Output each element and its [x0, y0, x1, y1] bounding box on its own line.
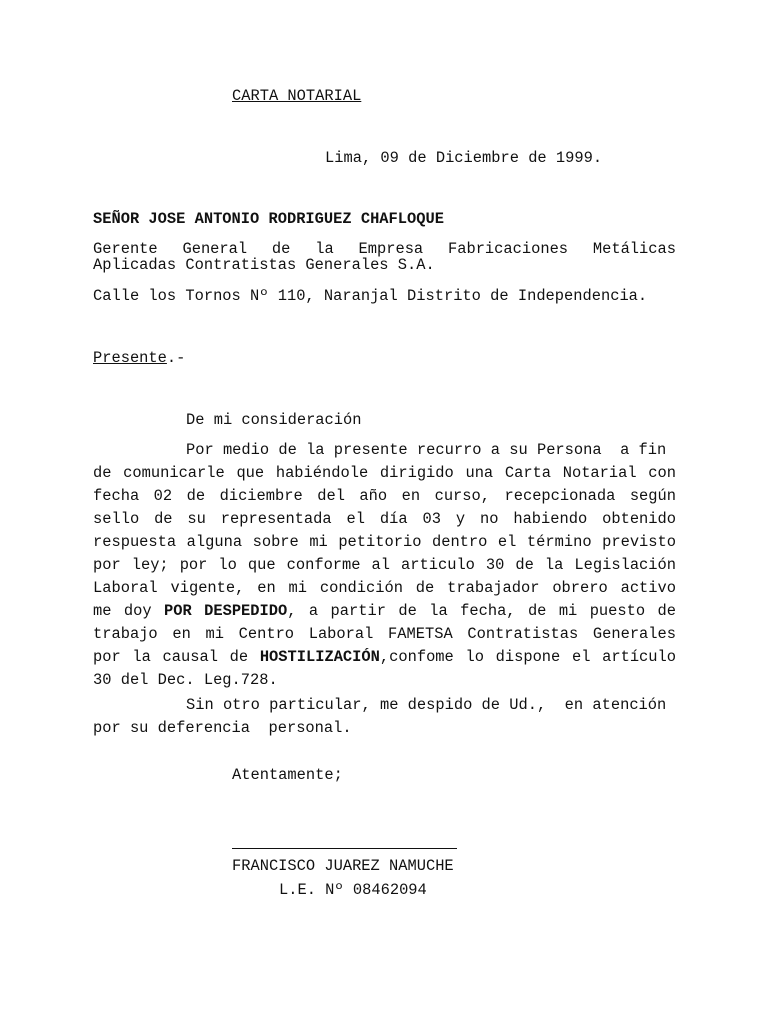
body-line-7: Laboral vigente, en mi condición de trabajador obrero activo: [93, 579, 676, 597]
body-line-5: respuesta alguna sobre mi petitorio dentro el término previsto: [93, 533, 676, 551]
body-line-8-end: , a partir de la fecha, de mi puesto de: [287, 602, 676, 620]
body-line-3: fecha 02 de diciembre del año en curso, recepcionada según: [93, 487, 676, 505]
body-line-12: Sin otro particular, me despido de Ud., en atención: [186, 696, 667, 714]
por-despedido-text: POR DESPEDIDO: [164, 602, 288, 620]
recipient-name: SEÑOR JOSE ANTONIO RODRIGUEZ CHAFLOQUE: [93, 210, 444, 228]
body-line-10-start: por la causal de: [93, 648, 260, 666]
body-line-4: sello de su representada el día 03 y no habiendo obtenido: [93, 510, 676, 528]
date-line: Lima, 09 de Diciembre de 1999.: [325, 149, 603, 167]
body-line-11: 30 del Dec. Leg.728.: [93, 671, 278, 689]
body-line-8-start: me doy: [93, 602, 164, 620]
hostilizacion-text: HOSTILIZACIÓN: [259, 648, 380, 666]
body-line-10-end: ,confome lo dispone el artículo: [379, 648, 676, 666]
signature-line: [232, 848, 457, 849]
body-line-2: de comunicarle que habiéndole dirigido una Carta Notarial con: [93, 464, 676, 482]
body-line-8: [93, 602, 676, 621]
closing: Atentamente;: [232, 766, 343, 784]
presente-suffix: .-: [166, 349, 186, 367]
document-title: CARTA NOTARIAL: [232, 87, 362, 105]
recipient-position-line1: Gerente General de la Empresa Fabricaciones Metálicas: [93, 240, 676, 258]
body-line-9: trabajo en mi Centro Laboral FAMETSA Contratistas Generales: [93, 625, 676, 643]
presente-word: Presente: [93, 349, 167, 367]
salutation: De mi consideración: [186, 411, 362, 429]
signature-id: L.E. Nº 08462094: [279, 881, 427, 899]
body-line-13: por su deferencia personal.: [93, 719, 352, 737]
body-line-6: por ley; por lo que conforme al articulo 30 de la Legislación: [93, 556, 676, 574]
presente-line: [93, 349, 185, 368]
body-line-10: [93, 648, 676, 667]
body-line-1: Por medio de la presente recurro a su Persona a fin: [186, 441, 667, 459]
recipient-address: Calle los Tornos Nº 110, Naranjal Distrito de Independencia.: [93, 287, 648, 305]
signature-name: FRANCISCO JUAREZ NAMUCHE: [232, 857, 454, 875]
recipient-position-line2: Aplicadas Contratistas Generales S.A.: [93, 256, 435, 274]
